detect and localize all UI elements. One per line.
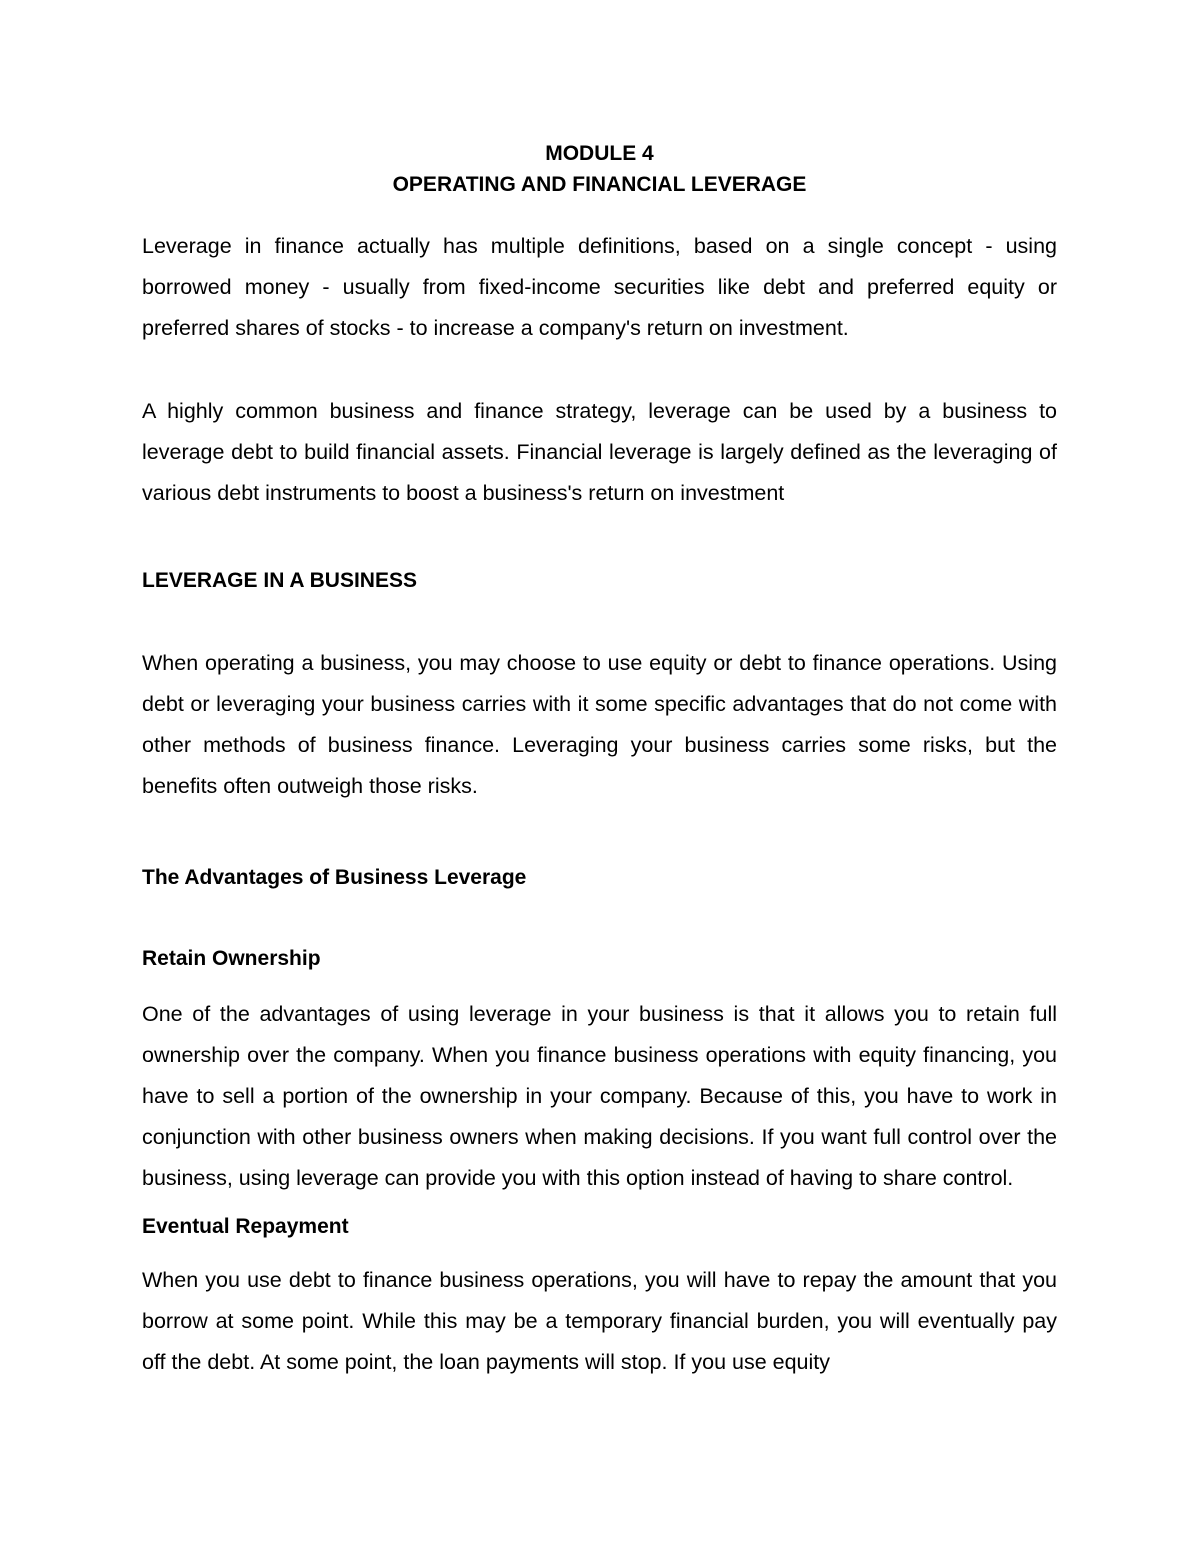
section-heading-advantages: The Advantages of Business Leverage xyxy=(142,866,527,889)
subsection-heading-retain-ownership: Retain Ownership xyxy=(142,947,321,970)
subsection-paragraph-eventual-repayment: When you use debt to finance business operations, you will have to repay the amount that you borrow at some point. While this may be a temporary financial burden, you will eventually pay off the debt. At some point, the loan payments will stop. If you use equity xyxy=(142,1268,1057,1374)
subsection-heading-eventual-repayment: Eventual Repayment xyxy=(142,1215,349,1238)
document-title xyxy=(142,138,1057,200)
section-heading-leverage-in-business: LEVERAGE IN A BUSINESS xyxy=(142,569,417,592)
intro-paragraph-1: Leverage in finance actually has multiple definitions, based on a single concept - using borrowed money - usually from fixed-income securities like debt and preferred equity or preferred shares of stocks - to increase a company's return on investment. xyxy=(142,234,1057,340)
section-paragraph-leverage-in-business: When operating a business, you may choose to use equity or debt to finance operations. Using debt or leveraging your business carries with it some specific advantages that do not come with other methods of business finance. Leveraging your business carries some risks, but the benefits often outweigh those risks. xyxy=(142,651,1057,798)
module-title: OPERATING AND FINANCIAL LEVERAGE xyxy=(392,173,807,196)
subsection-paragraph-retain-ownership: One of the advantages of using leverage in your business is that it allows you to retain full ownership over the company. When you finance business operations with equity financing, you have to sell a portion of the ownership in your company. Because of this, you have to work in conjunction with other business owners when making decisions. If you want full control over the business, using leverage can provide you with this option instead of having to share control. xyxy=(142,1002,1057,1190)
intro-paragraph-2: A highly common business and finance strategy, leverage can be used by a business to leverage debt to build financial assets. Financial leverage is largely defined as the leveraging of various debt instruments to boost a business's return on investment xyxy=(142,399,1057,505)
module-number: MODULE 4 xyxy=(545,142,654,165)
document-page xyxy=(142,138,1057,1383)
